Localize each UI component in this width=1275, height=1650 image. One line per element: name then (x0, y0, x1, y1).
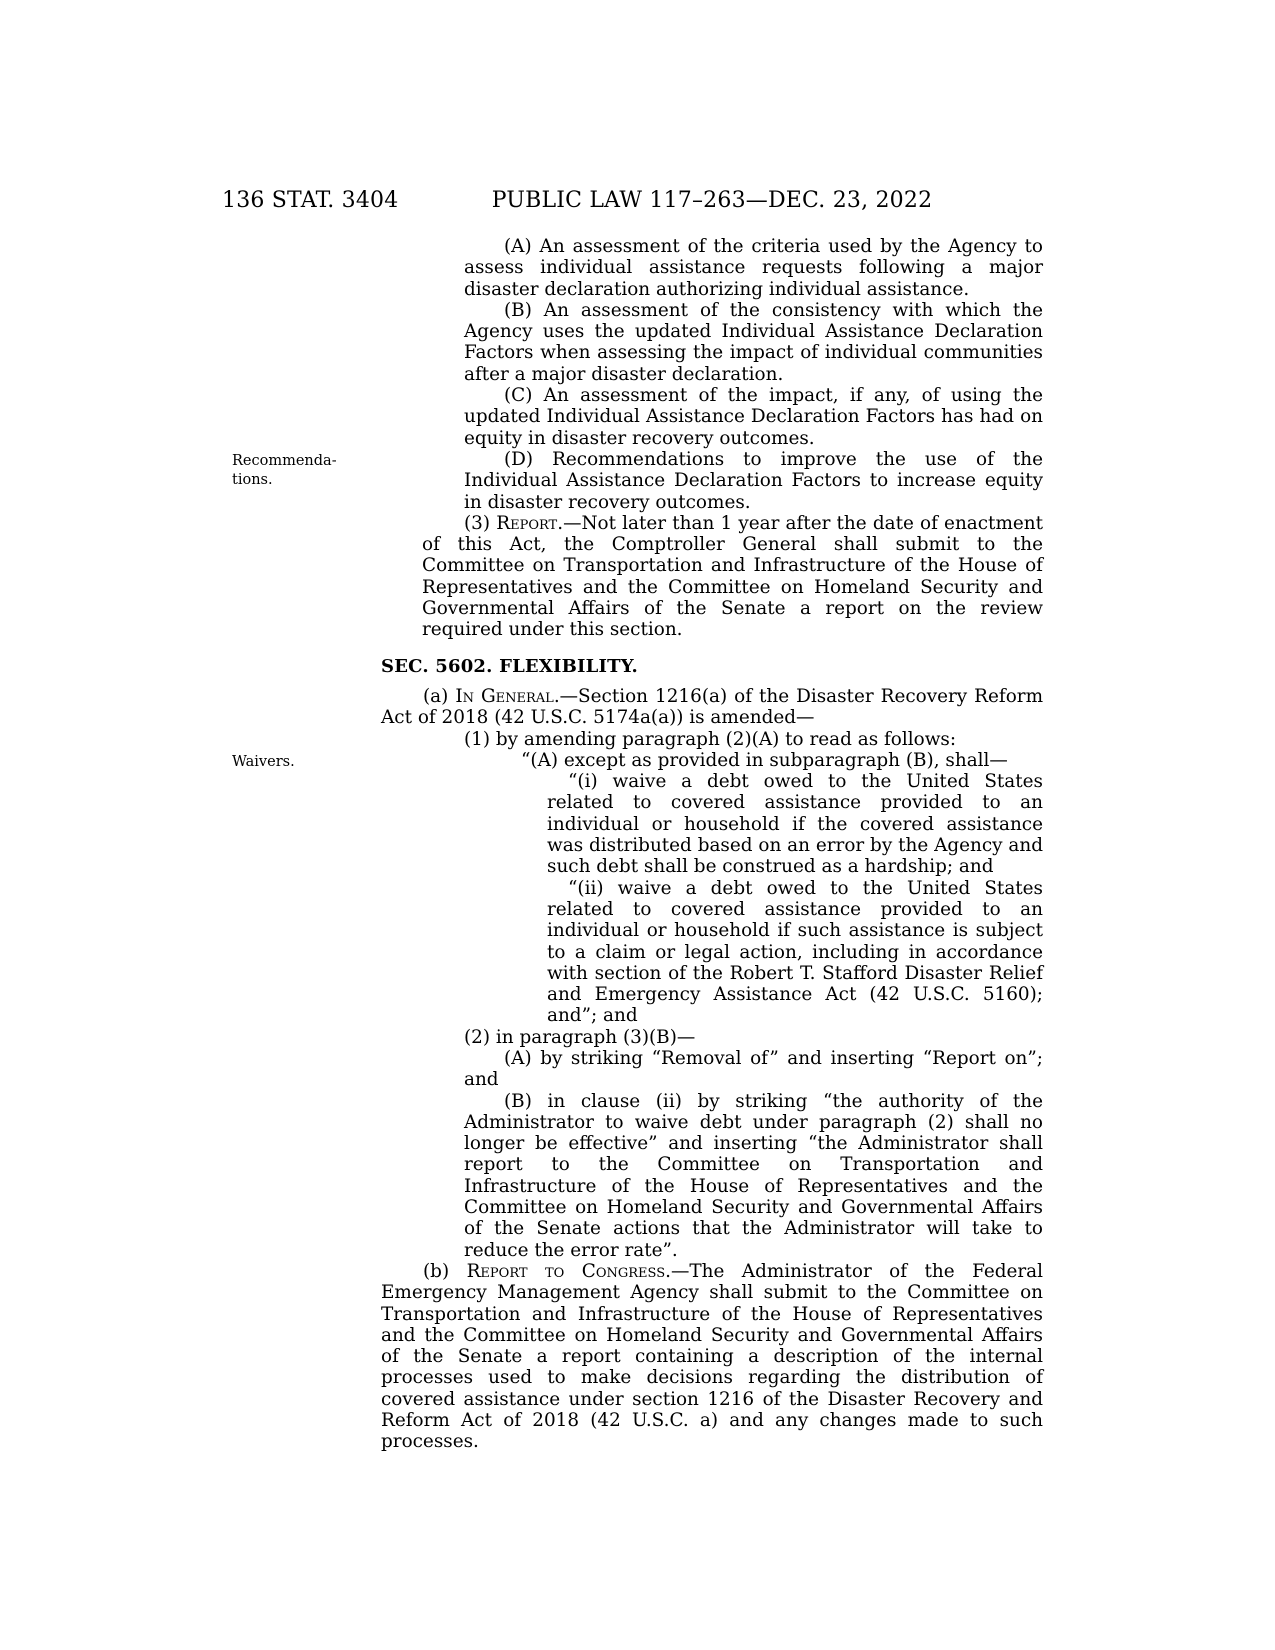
subparagraph-B-clause-ii-striking (464, 1091, 1043, 1261)
statute-text-run: (1) by amending paragraph (2)(A) to read as follows: (464, 728, 957, 750)
statute-text-run: .—Section 1216(a) of the Disaster Recovery Reform Act of 2018 (42 U.S.C. 5174a(a)) is amended— (381, 685, 1044, 729)
statute-text-column (381, 236, 1043, 1453)
quoted-clause-ii-waive-debt (547, 878, 1043, 1027)
statute-text-run: (A) An assessment of the criteria used by the Agency to assess individual assistance requests following a major disaster declaration authorizing individual assistance. (464, 236, 1043, 300)
small-caps-term: Report to Congress (466, 1260, 666, 1282)
statute-text-run: “(A) except as provided in subparagraph (B), shall— (521, 749, 1008, 771)
section-heading-5602 (381, 656, 1043, 677)
statute-text-run: .—The Administrator of the Federal Emergency Management Agency shall submit to the Committee on Transportation and Infrastructure of the House of Representatives and the Committee on Homeland Security and Governmental Affairs of the Senate a report containing a description of the internal processes used to make decisions regarding the distribution of covered assistance under section 1216 of the Disaster Recovery and Reform Act of 2018 (42 U.S.C. a) and any changes made to such processes. (381, 1260, 1044, 1453)
subparagraph-A-striking-removal (464, 1048, 1043, 1091)
small-caps-term: Report (496, 512, 558, 534)
statute-text-run: (3) (464, 512, 497, 534)
statute-text-run: SEC. 5602. FLEXIBILITY. (381, 655, 638, 677)
paragraph-2-in-paragraph-3B (422, 1027, 1043, 1048)
subparagraph-A-assessment-criteria (464, 236, 1043, 300)
statute-text-run: “(ii) waive a debt owed to the United States related to covered assistance provided to an individual or household if such assistance is subject to a claim or legal action, including in accordance with section of the Robert T. Stafford Disaster Relief and Emergency Assistance Act (42 U.S.C. 5160); and”; and (547, 877, 1043, 1027)
subparagraph-D-recommendations (464, 449, 1043, 513)
subparagraph-C-assessment-impact (464, 385, 1043, 449)
statute-text-run: (D) Recommendations to improve the use of the Individual Assistance Declaration Factors to increase equity in disaster recovery outcomes. (464, 448, 1043, 513)
subsection-a-in-general (381, 686, 1043, 729)
statute-text-run: (a) (423, 685, 456, 707)
margin-note-line: tions. (232, 472, 273, 488)
margin-note-line: Recommenda- (232, 453, 337, 469)
statute-text-run: (B) in clause (ii) by striking “the authority of the Administrator to waive debt under paragraph (2) shall no longer be effective” and inserting “the Administrator shall report to the Committee on Transportation and Infrastructure of the House of Representatives and the Committee on Homeland Security and Governmental Affairs of the Senate actions that the Administrator will take to reduce the error rate”. (464, 1090, 1043, 1261)
paragraph-3-report (422, 513, 1043, 641)
small-caps-term: In General (455, 685, 554, 707)
running-head (0, 188, 1275, 218)
statute-text-run: (2) in paragraph (3)(B)— (464, 1026, 696, 1048)
statute-text-run: (C) An assessment of the impact, if any, of using the updated Individual Assistance Declaration Factors has had on equity in disaster recovery outcomes. (464, 385, 1043, 449)
statute-text-run: “(i) waive a debt owed to the United States related to covered assistance provided to an individual or household if the covered assistance was distributed based on an error by the Agency and such debt shall be construed as a hardship; and (547, 771, 1043, 878)
statute-text-run: (A) by striking “Removal of” and inserting “Report on”; and (464, 1047, 1043, 1091)
law-title: PUBLIC LAW 117–263—DEC. 23, 2022 (491, 188, 933, 213)
quoted-clause-i-waive-debt (547, 771, 1043, 877)
stat-page-number: 136 STAT. 3404 (222, 188, 399, 213)
margin-note-waivers (232, 753, 370, 772)
statute-text-run: .—Not later than 1 year after the date of enactment of this Act, the Comptroller General shall submit to the Committee on Transportation and Infrastructure of the House of Representatives and the Committee on Homeland Security and Governmental Affairs of the Senate a report on the review required under this section. (422, 512, 1044, 641)
margin-note-line: Waivers. (232, 754, 295, 770)
statute-text-run: (B) An assessment of the consistency with which the Agency uses the updated Individual Assistance Declaration Factors when assessing the impact of individual communities after a major disaster declaration. (464, 299, 1043, 385)
subparagraph-B-assessment-consistency (464, 300, 1043, 385)
subsection-b-report-to-congress (381, 1261, 1043, 1453)
paragraph-1-amending (422, 729, 1043, 750)
quoted-subparagraph-A (481, 750, 1043, 771)
statute-text-run: (b) (423, 1260, 467, 1282)
margin-note-recommendations (232, 452, 370, 490)
